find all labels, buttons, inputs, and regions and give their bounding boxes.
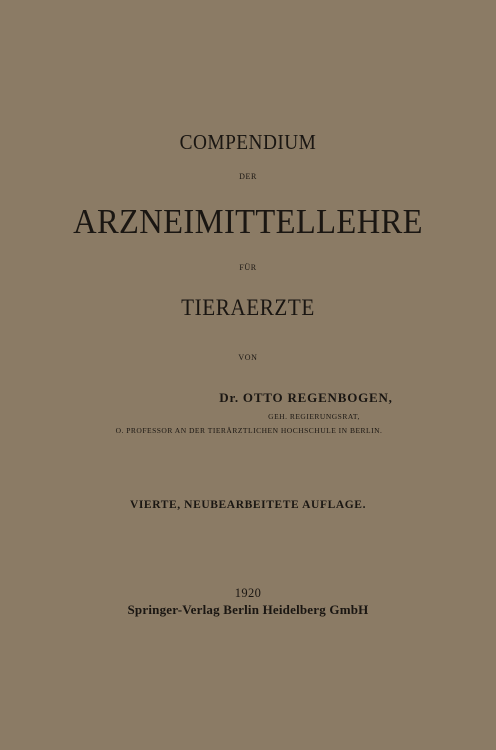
publisher-name: Springer-Verlag Berlin Heidelberg GmbH xyxy=(127,602,369,617)
main-title: ARZNEIMITTELLEHRE xyxy=(73,202,423,241)
author-role-secondary: O. PROFESSOR AN DER TIERÄRZTLICHEN HOCHSCHULE IN BERLIN. xyxy=(115,426,383,435)
byline-von: VON xyxy=(238,353,258,362)
title-connector-fuer: FÜR xyxy=(239,263,257,272)
title-connector-der: DER xyxy=(239,172,257,181)
author-role-primary: GEH. REGIERUNGSRAT, xyxy=(268,412,360,421)
author-name: Dr. OTTO REGENBOGEN, xyxy=(219,390,393,405)
publication-year: 1920 xyxy=(234,586,262,600)
edition-statement: VIERTE, NEUBEARBEITETE AUFLAGE. xyxy=(129,499,367,511)
title-compendium: COMPENDIUM xyxy=(179,130,317,154)
subject-title: TIERAERZTE xyxy=(181,295,315,320)
